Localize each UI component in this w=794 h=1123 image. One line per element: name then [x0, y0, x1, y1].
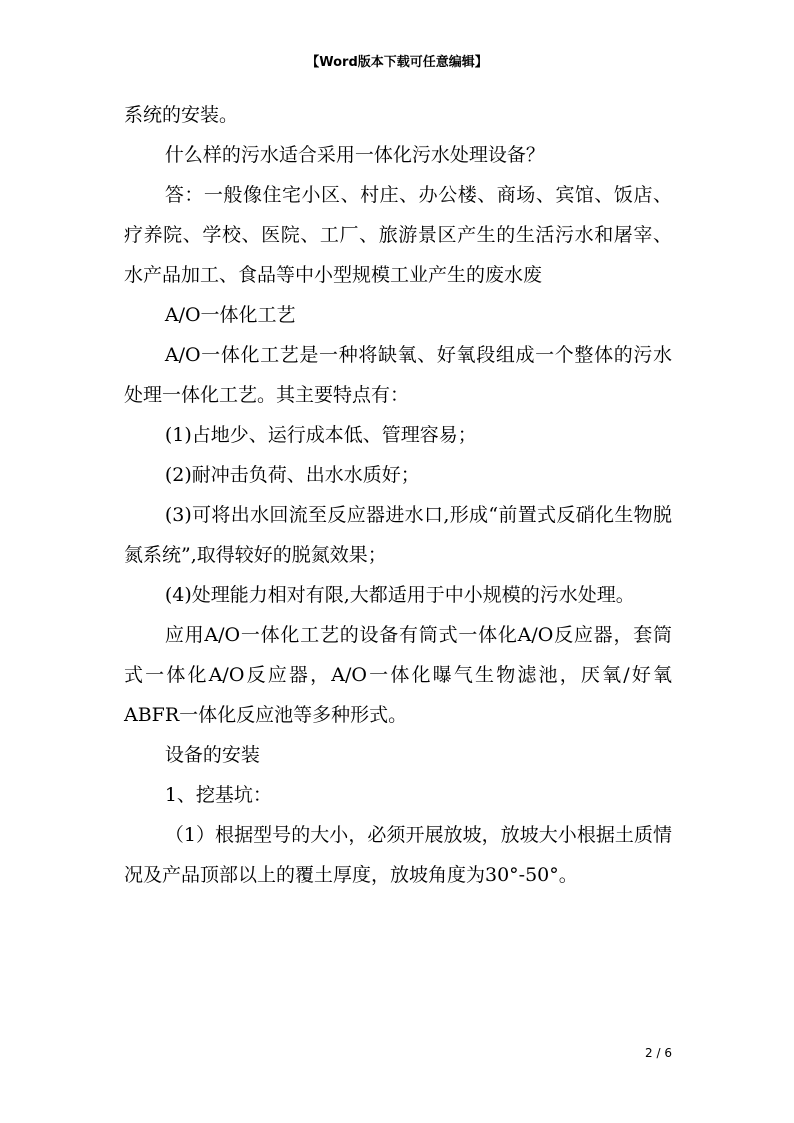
page-number: 2 / 6	[645, 1046, 672, 1060]
feature-item-3: (3)可将出水回流至反应器进水口,形成“前置式反硝化生物脱氮系统”,取得较好的脱氮效果；	[124, 504, 672, 566]
feature-item-4: (4)处理能力相对有限,大都适用于中小规模的污水处理。	[164, 584, 635, 606]
ao-process-description: A/O一体化工艺是一种将缺氧、好氧段组成一个整体的污水处理一体化工艺。其主要特点有：	[124, 344, 672, 406]
section-heading-installation: 设备的安装	[164, 744, 260, 766]
question-heading: 什么样的污水适合采用一体化污水处理设备？	[164, 144, 545, 166]
feature-item-1: (1)占地少、运行成本低、管理容易；	[164, 424, 477, 446]
equipment-types-paragraph: 应用A/O一体化工艺的设备有筒式一体化A/O反应器，套筒式一体化A/O反应器，A/O一体化曝气生物滤池，厌氧/好氧ABFR一体化反应池等多种形式。	[124, 624, 672, 726]
page-header: 【Word版本下载可任意编辑】	[306, 55, 488, 70]
feature-item-2: (2)耐冲击负荷、出水水质好；	[164, 464, 420, 486]
document-body	[124, 95, 672, 895]
answer-paragraph: 答：一般像住宅小区、村庄、办公楼、商场、宾馆、饭店、疗养院、学校、医院、工厂、旅游景区产生的生活污水和屠宰、水产品加工、食品等中小型规模工业产生的废水废	[124, 184, 672, 286]
paragraph: 系统的安装。	[124, 104, 239, 126]
installation-substep-1: （1）根据型号的大小，必须开展放坡，放坡大小根据土质情况及产品顶部以上的覆土厚度，放坡角度为30°-50°。	[124, 824, 672, 886]
installation-step-1: 1、挖基坑：	[164, 784, 272, 806]
section-heading-ao-process: A/O一体化工艺	[164, 304, 296, 326]
